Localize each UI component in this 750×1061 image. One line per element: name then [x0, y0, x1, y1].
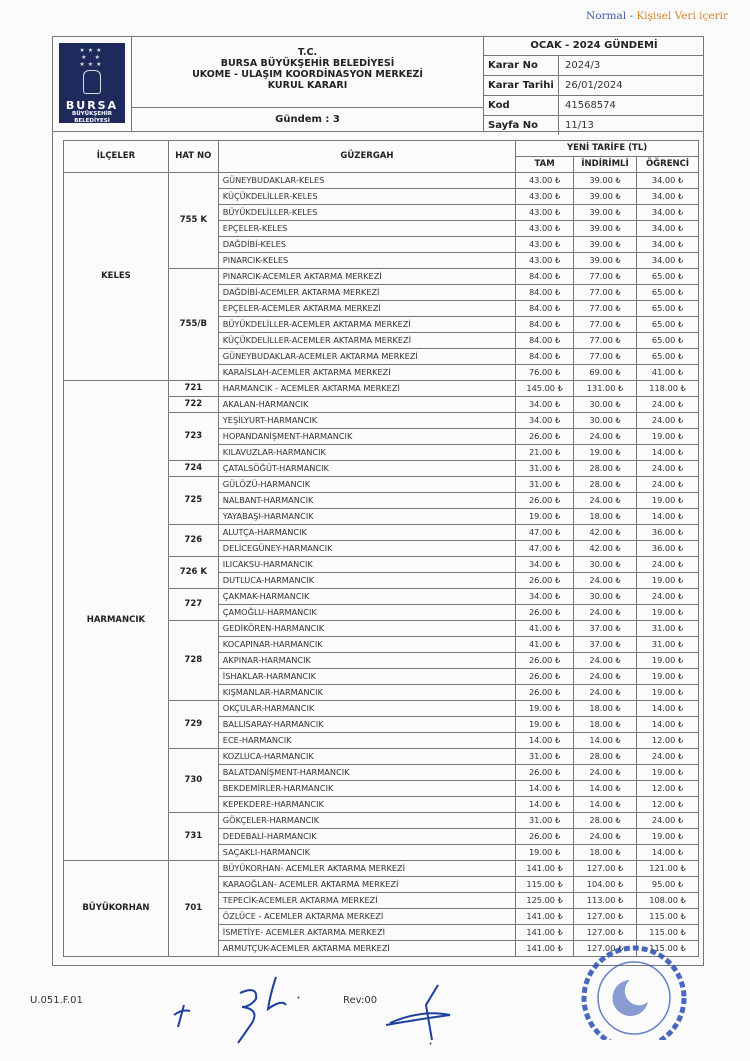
meta-label: Sayfa No: [484, 116, 559, 135]
full-fare-cell: 141.00 ₺: [516, 909, 574, 925]
full-fare-cell: 14.00 ₺: [516, 797, 574, 813]
route-cell: ÖZLÜCE - ACEMLER AKTARMA MERKEZİ: [218, 909, 515, 925]
municipality-logo: [59, 43, 125, 123]
discounted-fare-cell: 77.00 ₺: [574, 301, 637, 317]
full-fare-cell: 14.00 ₺: [516, 733, 574, 749]
tariff-table: [63, 140, 699, 957]
meta-label: Karar Tarihi: [484, 76, 559, 95]
student-fare-cell: 34.00 ₺: [637, 189, 699, 205]
classification-label: [586, 10, 728, 22]
full-fare-cell: 31.00 ₺: [516, 461, 574, 477]
full-fare-cell: 26.00 ₺: [516, 573, 574, 589]
meta-row-decision-date: [484, 76, 704, 96]
revision-label: Rev:00: [343, 995, 378, 1006]
student-fare-cell: 14.00 ₺: [637, 509, 699, 525]
discounted-fare-cell: 30.00 ₺: [574, 397, 637, 413]
student-fare-cell: 115.00 ₺: [637, 941, 699, 957]
route-cell: BÜYÜKDELİLLER-ACEMLER AKTARMA MERKEZİ: [218, 317, 515, 333]
meta-label: Karar No: [484, 56, 559, 75]
full-fare-cell: 145.00 ₺: [516, 381, 574, 397]
full-fare-cell: 34.00 ₺: [516, 557, 574, 573]
route-cell: ILICAKSU-HARMANCIK: [218, 557, 515, 573]
route-cell: DAĞDİBİ-ACEMLER AKTARMA MERKEZİ: [218, 285, 515, 301]
student-fare-cell: 34.00 ₺: [637, 253, 699, 269]
full-fare-cell: 43.00 ₺: [516, 205, 574, 221]
column-header-tariff-group: YENİ TARİFE (TL): [516, 141, 699, 157]
line-number-cell: 723: [168, 413, 218, 461]
discounted-fare-cell: 77.00 ₺: [574, 317, 637, 333]
column-header-full: TAM: [516, 157, 574, 173]
route-cell: PINARCIK-ACEMLER AKTARMA MERKEZİ: [218, 269, 515, 285]
route-cell: YEŞİLYURT-HARMANCIK: [218, 413, 515, 429]
full-fare-cell: 26.00 ₺: [516, 429, 574, 445]
full-fare-cell: 19.00 ₺: [516, 509, 574, 525]
route-cell: HOPANDANİŞMENT-HARMANCIK: [218, 429, 515, 445]
route-cell: SAÇAKLI-HARMANCIK: [218, 845, 515, 861]
meta-row-decision-no: [484, 56, 704, 76]
header-divider: [52, 131, 704, 132]
route-cell: KOZLUCA-HARMANCIK: [218, 749, 515, 765]
line-number-cell: 731: [168, 813, 218, 861]
column-header-district: İLÇELER: [64, 141, 169, 173]
student-fare-cell: 34.00 ₺: [637, 173, 699, 189]
route-cell: ARMUTÇUK-ACEMLER AKTARMA MERKEZİ: [218, 941, 515, 957]
discounted-fare-cell: 30.00 ₺: [574, 589, 637, 605]
discounted-fare-cell: 113.00 ₺: [574, 893, 637, 909]
student-fare-cell: 19.00 ₺: [637, 685, 699, 701]
full-fare-cell: 19.00 ₺: [516, 701, 574, 717]
discounted-fare-cell: 18.00 ₺: [574, 509, 637, 525]
route-cell: OKÇULAR-HARMANCIK: [218, 701, 515, 717]
student-fare-cell: 14.00 ₺: [637, 717, 699, 733]
line-number-cell: 725: [168, 477, 218, 525]
full-fare-cell: 84.00 ₺: [516, 333, 574, 349]
discounted-fare-cell: 24.00 ₺: [574, 429, 637, 445]
route-cell: GÜLÖZÜ-HARMANCIK: [218, 477, 515, 493]
route-cell: GÜNEYBUDAKLAR-ACEMLER AKTARMA MERKEZİ: [218, 349, 515, 365]
full-fare-cell: 84.00 ₺: [516, 317, 574, 333]
discounted-fare-cell: 104.00 ₺: [574, 877, 637, 893]
route-cell: BALLISARAY-HARMANCIK: [218, 717, 515, 733]
student-fare-cell: 19.00 ₺: [637, 493, 699, 509]
route-cell: DAĞDİBİ-KELES: [218, 237, 515, 253]
discounted-fare-cell: 69.00 ₺: [574, 365, 637, 381]
student-fare-cell: 65.00 ₺: [637, 285, 699, 301]
route-cell: NALBANT-HARMANCIK: [218, 493, 515, 509]
logo-line-2: BÜYÜKŞEHİR: [72, 111, 112, 117]
student-fare-cell: 19.00 ₺: [637, 429, 699, 445]
full-fare-cell: 31.00 ₺: [516, 477, 574, 493]
form-code: U.051.F.01: [30, 995, 83, 1006]
discounted-fare-cell: 18.00 ₺: [574, 717, 637, 733]
discounted-fare-cell: 127.00 ₺: [574, 925, 637, 941]
district-cell: KELES: [64, 173, 169, 381]
route-cell: YAYABAŞI-HARMANCIK: [218, 509, 515, 525]
line-number-cell: 728: [168, 621, 218, 701]
full-fare-cell: 141.00 ₺: [516, 941, 574, 957]
signature-4-icon: [386, 985, 450, 1044]
discounted-fare-cell: 77.00 ₺: [574, 269, 637, 285]
document-title: [132, 36, 483, 108]
route-cell: ALUTÇA-HARMANCIK: [218, 525, 515, 541]
student-fare-cell: 65.00 ₺: [637, 349, 699, 365]
student-fare-cell: 34.00 ₺: [637, 237, 699, 253]
signature-3-icon: [268, 977, 299, 1009]
discounted-fare-cell: 28.00 ₺: [574, 813, 637, 829]
student-fare-cell: 65.00 ₺: [637, 333, 699, 349]
classification-separator: -: [626, 10, 637, 22]
table-header-row: [64, 141, 699, 157]
line-number-cell: 755/B: [168, 269, 218, 381]
full-fare-cell: 84.00 ₺: [516, 285, 574, 301]
column-header-discounted: İNDİRİMLİ: [574, 157, 637, 173]
logo-line-1: BURSA: [65, 99, 119, 112]
line-number-cell: 724: [168, 461, 218, 477]
student-fare-cell: 36.00 ₺: [637, 541, 699, 557]
student-fare-cell: 24.00 ₺: [637, 397, 699, 413]
student-fare-cell: 12.00 ₺: [637, 733, 699, 749]
discounted-fare-cell: 39.00 ₺: [574, 221, 637, 237]
meta-title: OCAK - 2024 GÜNDEMİ: [484, 36, 704, 56]
discounted-fare-cell: 24.00 ₺: [574, 829, 637, 845]
full-fare-cell: 34.00 ₺: [516, 589, 574, 605]
discounted-fare-cell: 127.00 ₺: [574, 909, 637, 925]
discounted-fare-cell: 39.00 ₺: [574, 173, 637, 189]
classification-level: Normal: [586, 10, 627, 22]
student-fare-cell: 24.00 ₺: [637, 557, 699, 573]
route-cell: HARMANCIK - ACEMLER AKTARMA MERKEZİ: [218, 381, 515, 397]
meta-value: 41568574: [565, 100, 616, 111]
route-cell: ÇATALSÖĞÜT-HARMANCIK: [218, 461, 515, 477]
full-fare-cell: 43.00 ₺: [516, 221, 574, 237]
full-fare-cell: 26.00 ₺: [516, 653, 574, 669]
document-header: [52, 36, 704, 131]
route-cell: KARAİSLAH-ACEMLER AKTARMA MERKEZİ: [218, 365, 515, 381]
route-cell: PINARCIK-KELES: [218, 253, 515, 269]
meta-row-code: [484, 96, 704, 116]
district-cell: HARMANCIK: [64, 381, 169, 861]
route-cell: TEPECİK-ACEMLER AKTARMA MERKEZİ: [218, 893, 515, 909]
full-fare-cell: 47.00 ₺: [516, 541, 574, 557]
student-fare-cell: 19.00 ₺: [637, 573, 699, 589]
meta-label: Kod: [484, 96, 559, 115]
discounted-fare-cell: 30.00 ₺: [574, 557, 637, 573]
full-fare-cell: 115.00 ₺: [516, 877, 574, 893]
discounted-fare-cell: 39.00 ₺: [574, 253, 637, 269]
discounted-fare-cell: 77.00 ₺: [574, 285, 637, 301]
full-fare-cell: 41.00 ₺: [516, 637, 574, 653]
route-cell: DUTLUCA-HARMANCIK: [218, 573, 515, 589]
discounted-fare-cell: 24.00 ₺: [574, 765, 637, 781]
route-cell: KÜÇÜKDELİLLER-KELES: [218, 189, 515, 205]
student-fare-cell: 19.00 ₺: [637, 829, 699, 845]
discounted-fare-cell: 24.00 ₺: [574, 669, 637, 685]
route-cell: ÇAMOĞLU-HARMANCIK: [218, 605, 515, 621]
route-cell: AKALAN-HARMANCIK: [218, 397, 515, 413]
discounted-fare-cell: 37.00 ₺: [574, 621, 637, 637]
discounted-fare-cell: 24.00 ₺: [574, 493, 637, 509]
student-fare-cell: 19.00 ₺: [637, 653, 699, 669]
meta-value: 2024/3: [565, 60, 601, 71]
student-fare-cell: 24.00 ₺: [637, 589, 699, 605]
discounted-fare-cell: 42.00 ₺: [574, 541, 637, 557]
student-fare-cell: 24.00 ₺: [637, 477, 699, 493]
discounted-fare-cell: 24.00 ₺: [574, 685, 637, 701]
student-fare-cell: 95.00 ₺: [637, 877, 699, 893]
discounted-fare-cell: 18.00 ₺: [574, 845, 637, 861]
student-fare-cell: 24.00 ₺: [637, 813, 699, 829]
full-fare-cell: 84.00 ₺: [516, 301, 574, 317]
tariff-table-body: [64, 173, 699, 957]
route-cell: EPÇELER-ACEMLER AKTARMA MERKEZİ: [218, 301, 515, 317]
signatures: [160, 965, 480, 1045]
logo-stars-icon: ★★★ ★ ★ ★★★: [79, 47, 105, 68]
discounted-fare-cell: 127.00 ₺: [574, 861, 637, 877]
student-fare-cell: 19.00 ₺: [637, 605, 699, 621]
discounted-fare-cell: 28.00 ₺: [574, 477, 637, 493]
discounted-fare-cell: 28.00 ₺: [574, 749, 637, 765]
full-fare-cell: 43.00 ₺: [516, 237, 574, 253]
full-fare-cell: 31.00 ₺: [516, 749, 574, 765]
route-cell: BÜYÜKORHAN- ACEMLER AKTARMA MERKEZİ: [218, 861, 515, 877]
route-cell: KIŞMANLAR-HARMANCIK: [218, 685, 515, 701]
student-fare-cell: 65.00 ₺: [637, 269, 699, 285]
discounted-fare-cell: 131.00 ₺: [574, 381, 637, 397]
table-row: [64, 173, 699, 189]
student-fare-cell: 115.00 ₺: [637, 909, 699, 925]
column-header-line: HAT NO: [168, 141, 218, 173]
route-cell: AKPINAR-HARMANCIK: [218, 653, 515, 669]
district-cell: BÜYÜKORHAN: [64, 861, 169, 957]
title-line-3: UKOME - ULAŞIM KOORDİNASYON MERKEZİ: [192, 69, 423, 80]
route-cell: ÇAKMAK-HARMANCIK: [218, 589, 515, 605]
full-fare-cell: 26.00 ₺: [516, 829, 574, 845]
discounted-fare-cell: 24.00 ₺: [574, 605, 637, 621]
classification-note: Kişisel Veri içerir: [636, 10, 728, 22]
route-cell: İSHAKLAR-HARMANCIK: [218, 669, 515, 685]
route-cell: DEDEBALİ-HARMANCIK: [218, 829, 515, 845]
discounted-fare-cell: 24.00 ₺: [574, 653, 637, 669]
route-cell: GÖKÇELER-HARMANCIK: [218, 813, 515, 829]
route-cell: BÜYÜKDELİLLER-KELES: [218, 205, 515, 221]
meta-value: 26/01/2024: [565, 80, 623, 91]
student-fare-cell: 24.00 ₺: [637, 461, 699, 477]
discounted-fare-cell: 77.00 ₺: [574, 349, 637, 365]
full-fare-cell: 76.00 ₺: [516, 365, 574, 381]
route-cell: GÜNEYBUDAKLAR-KELES: [218, 173, 515, 189]
student-fare-cell: 12.00 ₺: [637, 781, 699, 797]
full-fare-cell: 34.00 ₺: [516, 397, 574, 413]
student-fare-cell: 121.00 ₺: [637, 861, 699, 877]
full-fare-cell: 41.00 ₺: [516, 621, 574, 637]
full-fare-cell: 125.00 ₺: [516, 893, 574, 909]
official-stamp-icon: [572, 940, 702, 1040]
student-fare-cell: 34.00 ₺: [637, 205, 699, 221]
route-cell: KILAVUZLAR-HARMANCIK: [218, 445, 515, 461]
student-fare-cell: 12.00 ₺: [637, 797, 699, 813]
student-fare-cell: 108.00 ₺: [637, 893, 699, 909]
title-line-1: T.C.: [297, 47, 318, 58]
student-fare-cell: 19.00 ₺: [637, 765, 699, 781]
full-fare-cell: 141.00 ₺: [516, 861, 574, 877]
discounted-fare-cell: 39.00 ₺: [574, 205, 637, 221]
logo-emblem-icon: [83, 70, 101, 94]
full-fare-cell: 19.00 ₺: [516, 845, 574, 861]
full-fare-cell: 26.00 ₺: [516, 685, 574, 701]
line-number-cell: 730: [168, 749, 218, 813]
column-header-student: ÖĞRENCİ: [637, 157, 699, 173]
line-number-cell: 721: [168, 381, 218, 397]
student-fare-cell: 24.00 ₺: [637, 413, 699, 429]
student-fare-cell: 31.00 ₺: [637, 637, 699, 653]
discounted-fare-cell: 14.00 ₺: [574, 733, 637, 749]
meta-value: 11/13: [565, 120, 594, 131]
title-line-2: BURSA BÜYÜKŞEHİR BELEDİYESİ: [220, 58, 395, 69]
line-number-cell: 722: [168, 397, 218, 413]
route-cell: KÜÇÜKDELİLLER-ACEMLER AKTARMA MERKEZİ: [218, 333, 515, 349]
discounted-fare-cell: 39.00 ₺: [574, 189, 637, 205]
full-fare-cell: 47.00 ₺: [516, 525, 574, 541]
discounted-fare-cell: 42.00 ₺: [574, 525, 637, 541]
discounted-fare-cell: 14.00 ₺: [574, 781, 637, 797]
student-fare-cell: 31.00 ₺: [637, 621, 699, 637]
full-fare-cell: 43.00 ₺: [516, 189, 574, 205]
route-cell: BEKDEMİRLER-HARMANCIK: [218, 781, 515, 797]
discounted-fare-cell: 127.00 ₺: [574, 941, 637, 957]
discounted-fare-cell: 77.00 ₺: [574, 333, 637, 349]
discounted-fare-cell: 14.00 ₺: [574, 797, 637, 813]
full-fare-cell: 84.00 ₺: [516, 349, 574, 365]
line-number-cell: 701: [168, 861, 218, 957]
student-fare-cell: 14.00 ₺: [637, 701, 699, 717]
student-fare-cell: 65.00 ₺: [637, 301, 699, 317]
student-fare-cell: 19.00 ₺: [637, 669, 699, 685]
line-number-cell: 726: [168, 525, 218, 557]
student-fare-cell: 115.00 ₺: [637, 925, 699, 941]
discounted-fare-cell: 39.00 ₺: [574, 237, 637, 253]
discounted-fare-cell: 30.00 ₺: [574, 413, 637, 429]
full-fare-cell: 26.00 ₺: [516, 493, 574, 509]
line-number-cell: 726 K: [168, 557, 218, 589]
line-number-cell: 729: [168, 701, 218, 749]
full-fare-cell: 43.00 ₺: [516, 173, 574, 189]
student-fare-cell: 34.00 ₺: [637, 221, 699, 237]
route-cell: ECE-HARMANCIK: [218, 733, 515, 749]
route-cell: KEPEKDERE-HARMANCIK: [218, 797, 515, 813]
student-fare-cell: 14.00 ₺: [637, 445, 699, 461]
line-number-cell: 755 K: [168, 173, 218, 269]
full-fare-cell: 84.00 ₺: [516, 269, 574, 285]
discounted-fare-cell: 18.00 ₺: [574, 701, 637, 717]
route-cell: İSMETİYE- ACEMLER AKTARMA MERKEZİ: [218, 925, 515, 941]
student-fare-cell: 118.00 ₺: [637, 381, 699, 397]
logo-cell: [52, 36, 132, 131]
student-fare-cell: 65.00 ₺: [637, 317, 699, 333]
route-cell: DELİCEGÜNEY-HARMANCIK: [218, 541, 515, 557]
table-row: [64, 381, 699, 397]
logo-line-3: BELEDİYESİ: [74, 118, 110, 124]
line-number-cell: 727: [168, 589, 218, 621]
full-fare-cell: 26.00 ₺: [516, 669, 574, 685]
route-cell: BALATDANİŞMENT-HARMANCIK: [218, 765, 515, 781]
table-row: [64, 861, 699, 877]
full-fare-cell: 141.00 ₺: [516, 925, 574, 941]
student-fare-cell: 36.00 ₺: [637, 525, 699, 541]
discounted-fare-cell: 28.00 ₺: [574, 461, 637, 477]
discounted-fare-cell: 37.00 ₺: [574, 637, 637, 653]
route-cell: GEDİKÖREN-HARMANCIK: [218, 621, 515, 637]
full-fare-cell: 31.00 ₺: [516, 813, 574, 829]
signature-1-icon: [174, 1005, 190, 1027]
meta-row-page-no: [484, 116, 704, 135]
full-fare-cell: 26.00 ₺: [516, 765, 574, 781]
full-fare-cell: 19.00 ₺: [516, 717, 574, 733]
student-fare-cell: 41.00 ₺: [637, 365, 699, 381]
route-cell: KARAOĞLAN- ACEMLER AKTARMA MERKEZİ: [218, 877, 515, 893]
discounted-fare-cell: 24.00 ₺: [574, 573, 637, 589]
discounted-fare-cell: 19.00 ₺: [574, 445, 637, 461]
student-fare-cell: 14.00 ₺: [637, 845, 699, 861]
agenda-number: Gündem : 3: [275, 114, 340, 125]
route-cell: EPÇELER-KELES: [218, 221, 515, 237]
decision-meta: [483, 36, 704, 131]
column-header-route: GÜZERGAH: [218, 141, 515, 173]
student-fare-cell: 24.00 ₺: [637, 749, 699, 765]
full-fare-cell: 21.00 ₺: [516, 445, 574, 461]
title-line-4: KURUL KARARI: [267, 80, 348, 91]
signature-2-icon: [238, 990, 256, 1043]
route-cell: KOCAPINAR-HARMANCIK: [218, 637, 515, 653]
full-fare-cell: 43.00 ₺: [516, 253, 574, 269]
full-fare-cell: 26.00 ₺: [516, 605, 574, 621]
full-fare-cell: 14.00 ₺: [516, 781, 574, 797]
full-fare-cell: 34.00 ₺: [516, 413, 574, 429]
